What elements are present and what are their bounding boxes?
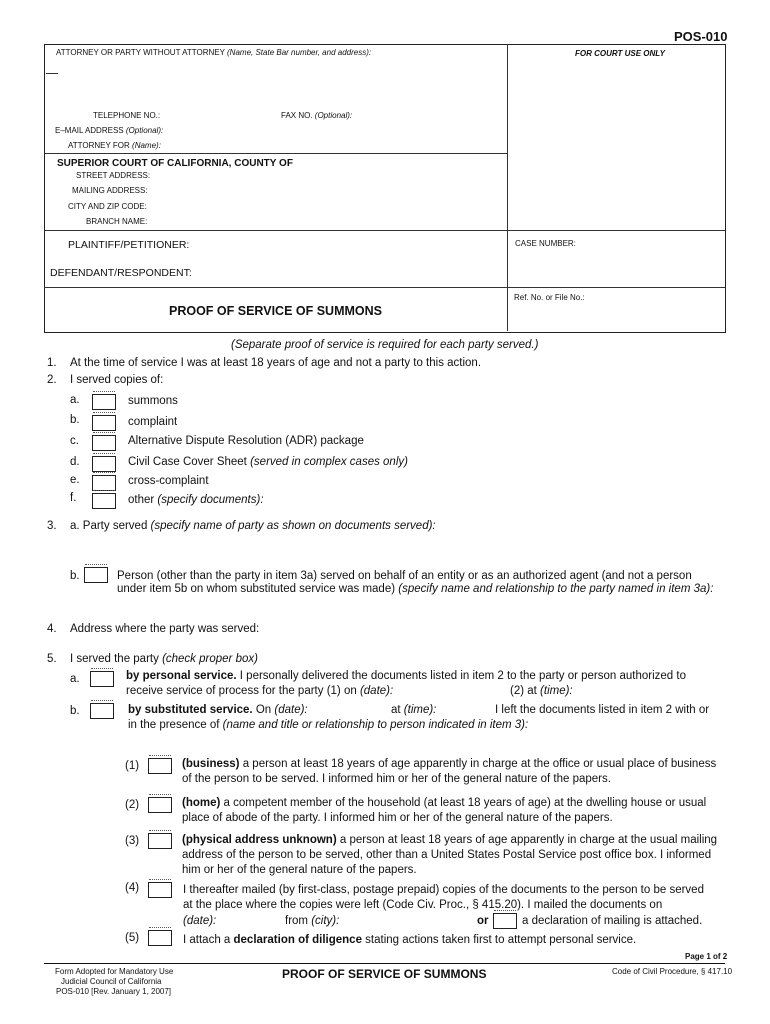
- item-5b-line1: by substituted service. On (date):: [128, 704, 308, 716]
- item-4-number: 4.: [47, 623, 57, 635]
- ref-number-label: Ref. No. or File No.:: [514, 293, 585, 302]
- summons-checkbox[interactable]: [92, 394, 116, 410]
- item-5b-rest: I left the documents listed in item 2 with or: [495, 704, 710, 716]
- item-5a-letter: a.: [70, 673, 80, 685]
- item-5a-line1: by personal service. I personally delivered the documents listed in item 2 to the party or person authorized to: [126, 670, 686, 682]
- attorney-for-label: ATTORNEY FOR (Name):: [68, 141, 161, 150]
- attorney-label: ATTORNEY OR PARTY WITHOUT ATTORNEY (Name, State Bar number, and address):: [56, 48, 372, 57]
- sub-4-city-label: from (city):: [285, 915, 340, 927]
- item-5b-letter: b.: [70, 705, 80, 717]
- adr-package-checkbox[interactable]: [92, 435, 116, 451]
- mailing-address-label: MAILING ADDRESS:: [72, 186, 148, 195]
- item-3b-letter: b.: [70, 570, 80, 582]
- item-5a-time: (2) at (time):: [510, 685, 573, 697]
- case-number-label: CASE NUMBER:: [515, 239, 576, 248]
- city-zip-label: CITY AND ZIP CODE:: [68, 202, 147, 211]
- court-name-label: SUPERIOR COURT OF CALIFORNIA, COUNTY OF: [57, 158, 293, 169]
- item-3a-label: a. Party served (specify name of party as shown on documents served):: [70, 520, 436, 532]
- complaint-checkbox[interactable]: [92, 415, 116, 431]
- sub-3-line1: (physical address unknown) a person at least 18 years of age apparently in charge at the usual mailing: [182, 834, 718, 846]
- home-checkbox[interactable]: [148, 797, 172, 813]
- plaintiff-label: PLAINTIFF/PETITIONER:: [68, 239, 190, 251]
- footer-adopted-line1: Form Adopted for Mandatory Use: [55, 967, 174, 976]
- sub-1-line2: of the person to be served. I informed him or her of the general nature of the papers.: [182, 773, 611, 785]
- item-2f-letter: f.: [70, 492, 77, 504]
- summons-label: summons: [128, 395, 178, 407]
- item-4-text: Address where the party was served:: [70, 623, 260, 635]
- street-address-label: STREET ADDRESS:: [76, 171, 151, 180]
- footer-adopted-line3: POS-010 [Rev. January 1, 2007]: [56, 987, 172, 996]
- sub-4-declaration-text: a declaration of mailing is attached.: [522, 915, 703, 927]
- item-1-text: At the time of service I was at least 18 years of age and not a party to this action.: [70, 357, 482, 369]
- item-5-number: 5.: [47, 653, 57, 665]
- diligence-checkbox[interactable]: [148, 930, 172, 946]
- sub-4-date-label: (date):: [183, 915, 217, 927]
- personal-service-checkbox[interactable]: [90, 671, 114, 687]
- sub-3-line3: him or her of the general nature of the papers.: [182, 864, 417, 876]
- page-number: Page 1 of 2: [685, 952, 728, 961]
- sub-1-line1: (business) a person at least 18 years of age apparently in charge at the office or usual place of business: [182, 758, 717, 770]
- complaint-label: complaint: [128, 416, 178, 428]
- civil-case-cover-label: Civil Case Cover Sheet (served in complex cases only): [128, 456, 408, 468]
- sub-2-line2: place of abode of the party. I informed him or her of the general nature of the papers.: [182, 812, 613, 824]
- business-checkbox[interactable]: [148, 758, 172, 774]
- page-title: PROOF OF SERVICE OF SUMMONS: [169, 304, 382, 318]
- sub-4-line1: I thereafter mailed (by first-class, postage prepaid) copies of the documents to the person to be served: [183, 884, 704, 896]
- cross-complaint-checkbox[interactable]: [92, 475, 116, 491]
- sub-2-number: (2): [125, 799, 140, 811]
- item-3b-checkbox[interactable]: [84, 567, 108, 583]
- separate-proof-note: (Separate proof of service is required for each party served.): [231, 339, 539, 351]
- other-documents-label: other (specify documents):: [128, 494, 264, 506]
- cross-complaint-label: cross-complaint: [128, 475, 209, 487]
- substituted-service-checkbox[interactable]: [90, 703, 114, 719]
- civil-case-cover-checkbox[interactable]: [92, 456, 116, 472]
- item-2a-letter: a.: [70, 394, 80, 406]
- item-5-text: I served the party (check proper box): [70, 653, 258, 665]
- adr-package-label: Alternative Dispute Resolution (ADR) package: [128, 435, 364, 447]
- footer-code-citation: Code of Civil Procedure, § 417.10: [612, 967, 733, 976]
- item-3-number: 3.: [47, 520, 57, 532]
- item-5b-time: at (time):: [391, 704, 437, 716]
- court-use-label: FOR COURT USE ONLY: [575, 49, 665, 58]
- physical-address-unknown-checkbox[interactable]: [148, 833, 172, 849]
- branch-name-label: BRANCH NAME:: [86, 217, 148, 226]
- sub-3-line2: address of the person to be served, other than a United States Postal Service post office box. I informed: [182, 849, 712, 861]
- item-2d-letter: d.: [70, 456, 80, 468]
- item-2e-letter: e.: [70, 474, 80, 486]
- item-5b-line2: in the presence of (name and title or relationship to person indicated in item 3):: [128, 719, 529, 731]
- item-3b-text-line1: Person (other than the party in item 3a) served on behalf of an entity or as an authorized agent (and not a person: [117, 570, 692, 582]
- fax-label: FAX NO. (Optional):: [281, 111, 353, 120]
- email-label: E–MAIL ADDRESS (Optional):: [55, 126, 164, 135]
- sub-5-number: (5): [125, 932, 140, 944]
- item-5a-line2: receive service of process for the party (1) on (date):: [126, 685, 394, 697]
- item-2-text: I served copies of:: [70, 374, 164, 386]
- item-2c-letter: c.: [70, 435, 79, 447]
- mailed-checkbox[interactable]: [148, 882, 172, 898]
- sub-4-or: or: [477, 915, 489, 927]
- item-2b-letter: b.: [70, 414, 80, 426]
- sub-4-line2: at the place where the copies were left (Code Civ. Proc., § 415.20). I mailed the documents on: [183, 899, 663, 911]
- footer-title: PROOF OF SERVICE OF SUMMONS: [282, 967, 487, 981]
- sub-2-line1: (home) a competent member of the household (at least 18 years of age) at the dwelling house or usual: [182, 797, 707, 809]
- item-3b-text-line2: under item 5b on whom substituted service was made) (specify name and relationship to the party named in item 3a):: [117, 583, 714, 595]
- declaration-of-mailing-checkbox[interactable]: [493, 913, 517, 929]
- telephone-label: TELEPHONE NO.:: [93, 111, 161, 120]
- sub-4-number: (4): [125, 882, 140, 894]
- footer-adopted-line2: Judicial Council of California: [61, 977, 162, 986]
- form-number: POS-010: [674, 29, 728, 44]
- item-2-number: 2.: [47, 374, 57, 386]
- sub-3-number: (3): [125, 835, 140, 847]
- sub-1-number: (1): [125, 760, 140, 772]
- other-documents-checkbox[interactable]: [92, 493, 116, 509]
- item-1-number: 1.: [47, 357, 57, 369]
- defendant-label: DEFENDANT/RESPONDENT:: [50, 267, 192, 279]
- sub-5-text: I attach a declaration of diligence stating actions taken first to attempt personal service.: [183, 934, 637, 946]
